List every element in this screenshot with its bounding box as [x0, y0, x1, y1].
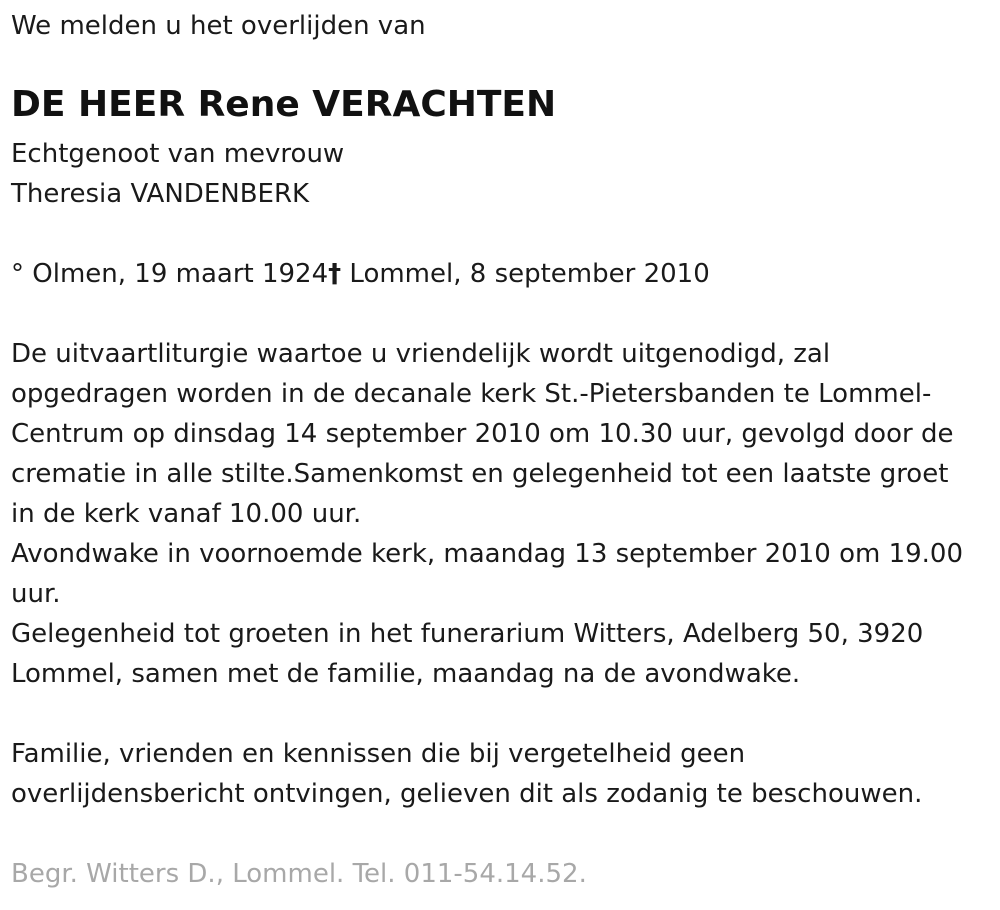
- ceremony-details: [11, 334, 963, 694]
- spouse-line: Echtgenoot van mevrouw: [11, 139, 345, 169]
- body-line: crematie in alle stilte.Samenkomst en gelegenheid tot een laatste groet: [11, 459, 949, 489]
- deceased-name: DE HEER Rene VERACHTEN: [11, 84, 557, 125]
- body-line: in de kerk vanaf 10.00 uur.: [11, 499, 362, 529]
- closing-line: overlijdensbericht ontvingen, gelieven dit als zodanig te beschouwen.: [11, 779, 923, 809]
- body-line: Avondwake in voornoemde kerk, maandag 13 september 2010 om 19.00: [11, 539, 964, 569]
- funeral-home-footer: Begr. Witters D., Lommel. Tel. 011-54.14.52.: [11, 859, 587, 889]
- spouse-name: Theresia VANDENBERK: [11, 179, 310, 209]
- death-date: Lommel, 8 september 2010: [341, 259, 710, 289]
- spouse-block: [11, 134, 344, 214]
- body-line: Lommel, samen met de familie, maandag na de avondwake.: [11, 659, 801, 689]
- body-line: uur.: [11, 579, 61, 609]
- body-line: opgedragen worden in de decanale kerk St.-Pietersbanden te Lommel-: [11, 379, 932, 409]
- cross-icon: †: [328, 259, 342, 289]
- body-line: Gelegenheid tot groeten in het funerarium Witters, Adelberg 50, 3920: [11, 619, 924, 649]
- body-line: De uitvaartliturgie waartoe u vriendelijk wordt uitgenodigd, zal: [11, 339, 831, 369]
- dates-line: [11, 254, 710, 294]
- birth-date: ° Olmen, 19 maart 1924: [11, 259, 329, 289]
- closing-line: Familie, vrienden en kennissen die bij vergetelheid geen: [11, 739, 746, 769]
- intro-text: We melden u het overlijden van: [11, 11, 426, 41]
- closing-text: [11, 734, 922, 814]
- body-line: Centrum op dinsdag 14 september 2010 om 10.30 uur, gevolgd door de: [11, 419, 954, 449]
